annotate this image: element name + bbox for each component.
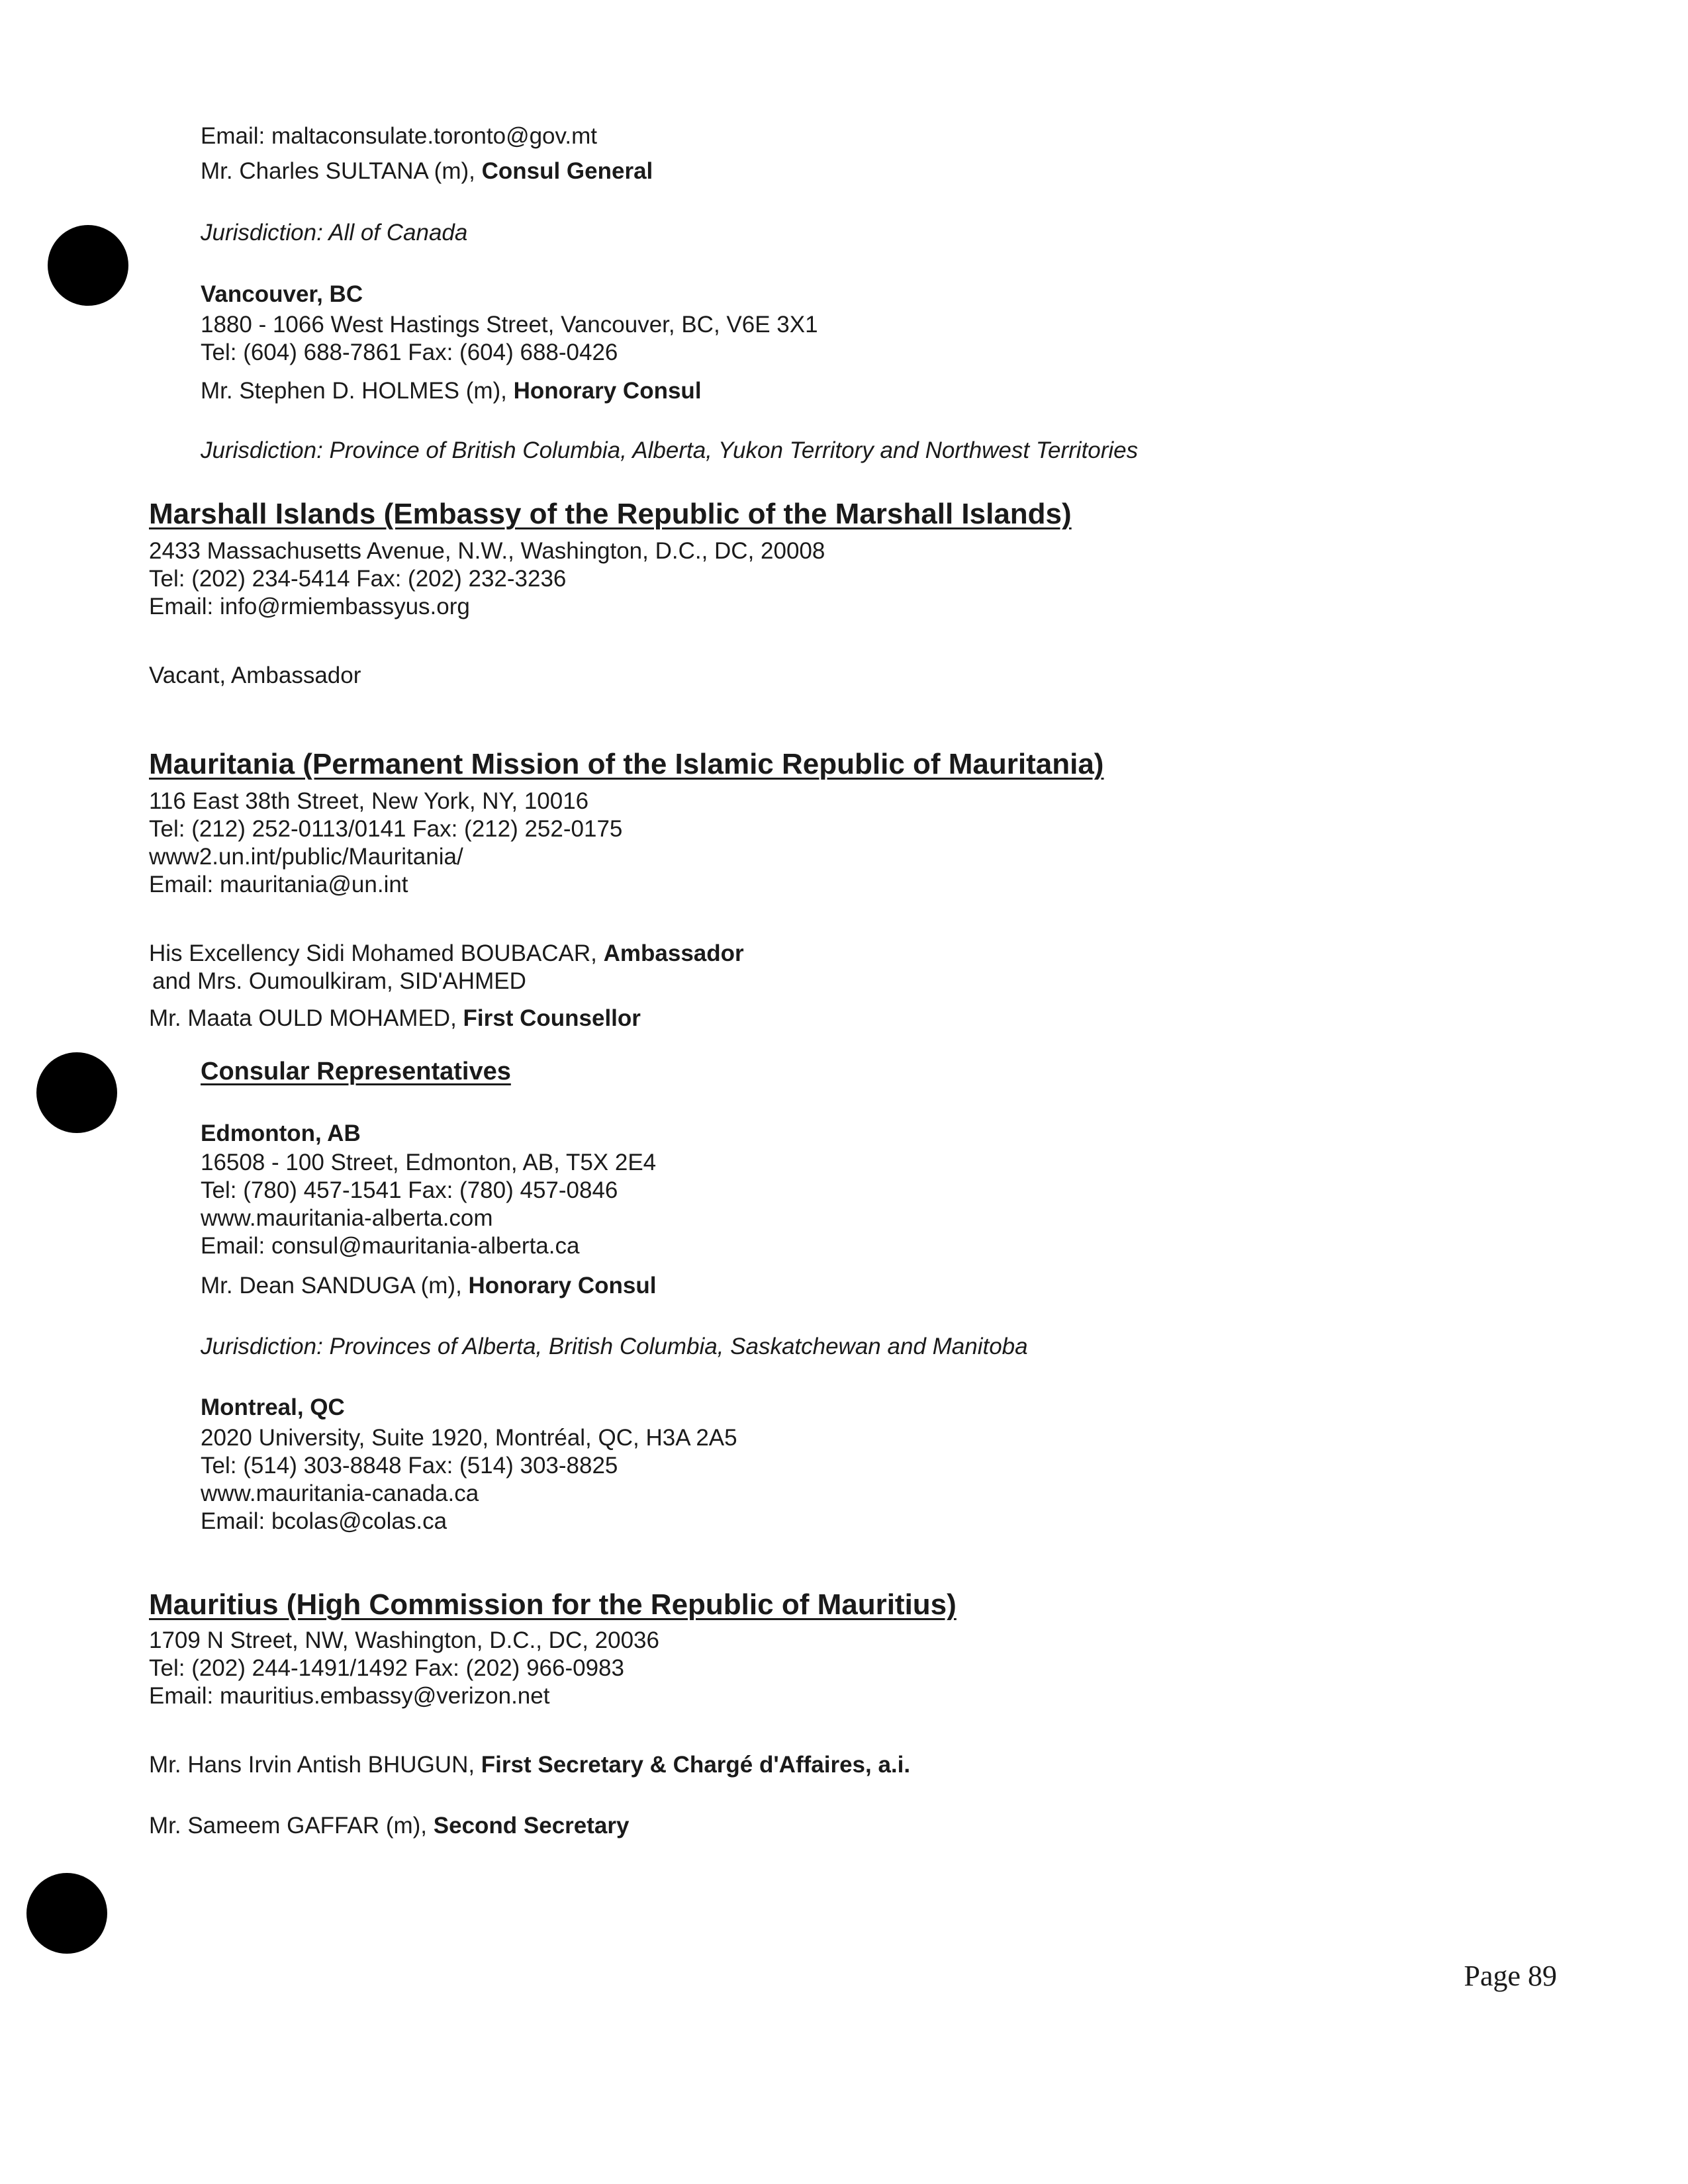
mauritania-tel: Tel: (212) 252-0113/0141 Fax: (212) 252-0175 — [149, 816, 623, 842]
mauritania-heading: Mauritania (Permanent Mission of the Islamic Republic of Mauritania) — [149, 748, 1104, 780]
vancouver-address: 1880 - 1066 West Hastings Street, Vancouver, BC, V6E 3X1 — [201, 312, 818, 338]
mauritania-ambassador-title: Ambassador — [603, 940, 744, 966]
edmonton-official-title: Honorary Consul — [468, 1273, 657, 1298]
mauritania-web: www2.un.int/public/Mauritania/ — [149, 844, 463, 870]
mauritania-address: 116 East 38th Street, New York, NY, 10016 — [149, 788, 589, 814]
marshall-address: 2433 Massachusetts Avenue, N.W., Washington, D.C., DC, 20008 — [149, 538, 825, 564]
mauritius-heading: Mauritius (High Commission for the Republic of Mauritius) — [149, 1588, 957, 1621]
edmonton-email: Email: consul@mauritania-alberta.ca — [201, 1233, 580, 1259]
mauritania-counsellor — [149, 1005, 641, 1032]
mauritania-ambassador-name: His Excellency Sidi Mohamed BOUBACAR, — [149, 940, 604, 966]
mauritius-tel: Tel: (202) 244-1491/1492 Fax: (202) 966-0983 — [149, 1655, 624, 1681]
malta-official-name: Mr. Charles SULTANA (m), — [201, 158, 482, 184]
marshall-email: Email: info@rmiembassyus.org — [149, 594, 470, 619]
vancouver-official-title: Honorary Consul — [513, 378, 702, 404]
mauritania-email: Email: mauritania@un.int — [149, 872, 408, 897]
malta-jurisdiction: Jurisdiction: All of Canada — [201, 220, 468, 246]
marshall-ambassador: Vacant, Ambassador — [149, 662, 361, 688]
malta-official — [201, 158, 653, 185]
vancouver-official-name: Mr. Stephen D. HOLMES (m), — [201, 378, 514, 404]
mauritius-official-1-name: Mr. Hans Irvin Antish BHUGUN, — [149, 1752, 481, 1778]
edmonton-address: 16508 - 100 Street, Edmonton, AB, T5X 2E4 — [201, 1150, 657, 1175]
hole-punch-bottom — [26, 1873, 107, 1954]
mauritania-ambassador — [149, 940, 744, 968]
edmonton-official — [201, 1272, 656, 1300]
hole-punch-middle — [36, 1052, 117, 1133]
consular-representatives-heading: Consular Representatives — [201, 1058, 511, 1085]
mauritius-official-1-title: First Secretary & Chargé d'Affaires, a.i. — [481, 1752, 911, 1778]
mauritius-official-2-title: Second Secretary — [433, 1813, 630, 1839]
edmonton-jurisdiction: Jurisdiction: Provinces of Alberta, British Columbia, Saskatchewan and Manitoba — [201, 1334, 1028, 1359]
hole-punch-top — [48, 225, 128, 306]
mauritius-official-1 — [149, 1751, 910, 1779]
vancouver-city: Vancouver, BC — [201, 281, 363, 307]
malta-official-title: Consul General — [481, 158, 653, 184]
mauritius-email: Email: mauritius.embassy@verizon.net — [149, 1683, 550, 1709]
vancouver-tel: Tel: (604) 688-7861 Fax: (604) 688-0426 — [201, 340, 618, 365]
mauritania-spouse: and Mrs. Oumoulkiram, SID'AHMED — [152, 968, 526, 994]
edmonton-city: Edmonton, AB — [201, 1120, 361, 1146]
marshall-tel: Tel: (202) 234-5414 Fax: (202) 232-3236 — [149, 566, 567, 592]
edmonton-official-name: Mr. Dean SANDUGA (m), — [201, 1273, 469, 1298]
edmonton-web: www.mauritania-alberta.com — [201, 1205, 493, 1231]
mauritius-official-2 — [149, 1812, 629, 1840]
montreal-email: Email: bcolas@colas.ca — [201, 1508, 447, 1534]
montreal-city: Montreal, QC — [201, 1394, 345, 1420]
vancouver-jurisdiction: Jurisdiction: Province of British Columbia, Alberta, Yukon Territory and Northwest Territories — [201, 437, 1139, 463]
marshall-islands-heading: Marshall Islands (Embassy of the Republic of the Marshall Islands) — [149, 498, 1072, 530]
montreal-web: www.mauritania-canada.ca — [201, 1480, 479, 1506]
mauritius-address: 1709 N Street, NW, Washington, D.C., DC, 20036 — [149, 1627, 659, 1653]
montreal-address: 2020 University, Suite 1920, Montréal, QC, H3A 2A5 — [201, 1425, 737, 1451]
malta-email: Email: maltaconsulate.toronto@gov.mt — [201, 123, 598, 149]
mauritania-counsellor-name: Mr. Maata OULD MOHAMED, — [149, 1005, 463, 1031]
mauritania-counsellor-title: First Counsellor — [463, 1005, 641, 1031]
mauritius-official-2-name: Mr. Sameem GAFFAR (m), — [149, 1813, 434, 1839]
edmonton-tel: Tel: (780) 457-1541 Fax: (780) 457-0846 — [201, 1177, 618, 1203]
montreal-tel: Tel: (514) 303-8848 Fax: (514) 303-8825 — [201, 1453, 618, 1479]
page-number: Page 89 — [1464, 1960, 1557, 1992]
vancouver-official — [201, 377, 702, 405]
